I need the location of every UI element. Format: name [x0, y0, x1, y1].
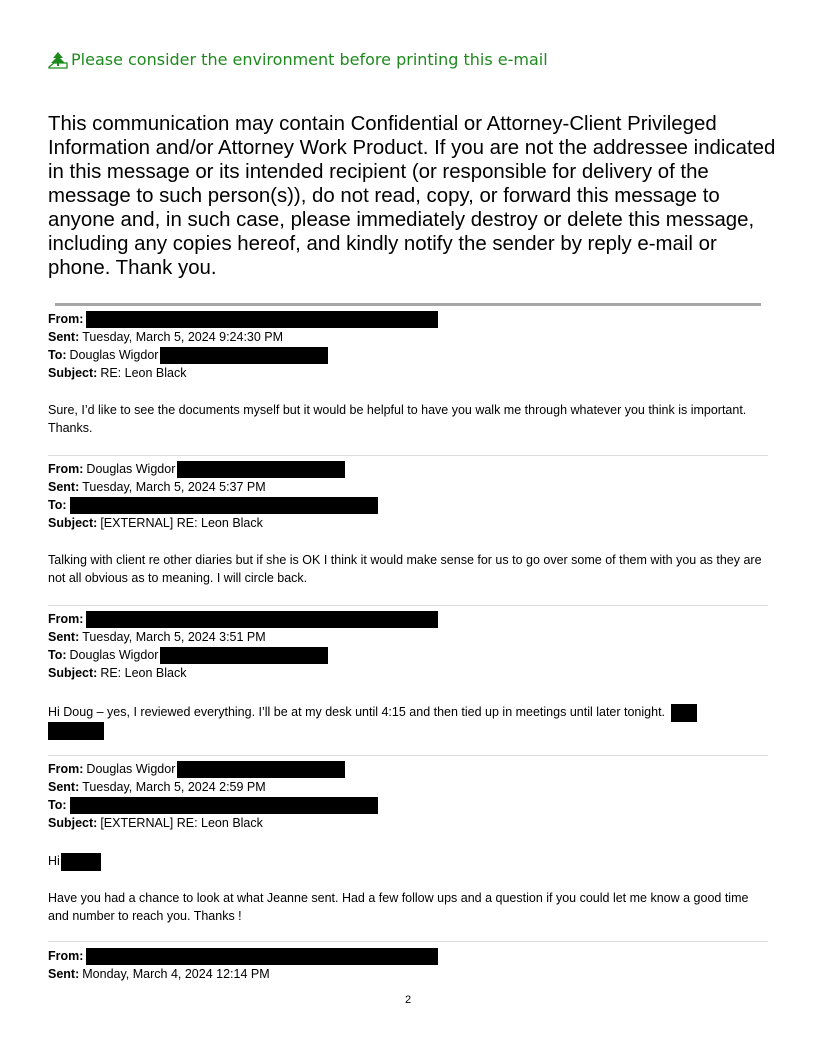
sent-value: Tuesday, March 5, 2024 9:24:30 PM	[82, 330, 284, 344]
email-divider	[48, 605, 768, 606]
redaction-block	[70, 797, 378, 814]
sent-value: Tuesday, March 5, 2024 5:37 PM	[82, 480, 266, 494]
sent-label: Sent:	[48, 967, 80, 981]
subject-value: RE: Leon Black	[100, 666, 187, 680]
sent-value: Tuesday, March 5, 2024 2:59 PM	[82, 780, 266, 794]
to-label: To:	[48, 348, 67, 362]
subject-label: Subject:	[48, 816, 98, 830]
redaction-block	[86, 948, 438, 965]
subject-value: [EXTERNAL] RE: Leon Black	[100, 516, 263, 530]
header-divider	[55, 303, 761, 306]
to-value: Douglas Wigdor	[69, 648, 159, 662]
redaction-block	[177, 761, 345, 778]
sent-label: Sent:	[48, 630, 80, 644]
email-body: Sure, I’d like to see the documents myself but it would be helpful to have you walk me through whatever you think is important. Thanks.	[48, 403, 747, 435]
subject-label: Subject:	[48, 516, 98, 530]
email-header	[48, 460, 378, 532]
redaction-block	[70, 497, 378, 514]
redaction-block	[86, 611, 438, 628]
environment-notice	[48, 50, 548, 69]
email-body-text: Hi Doug – yes, I reviewed everything. I’ll be at my desk until 4:15 and then tied up in meetings until later tonight.	[48, 705, 666, 719]
subject-value: RE: Leon Black	[100, 366, 187, 380]
environment-notice-text: Please consider the environment before printing this e-mail	[71, 50, 548, 69]
to-label: To:	[48, 648, 67, 662]
subject-label: Subject:	[48, 366, 98, 380]
email-divider	[48, 455, 768, 456]
from-value: Douglas Wigdor	[86, 462, 176, 476]
redaction-block	[671, 704, 697, 722]
email-header	[48, 610, 438, 682]
to-label: To:	[48, 798, 67, 812]
redaction-block	[177, 461, 345, 478]
from-label: From:	[48, 949, 84, 963]
redaction-block	[160, 647, 328, 664]
subject-value: [EXTERNAL] RE: Leon Black	[100, 816, 263, 830]
redaction-block	[61, 853, 101, 871]
redaction-block	[160, 347, 328, 364]
email-header	[48, 760, 378, 832]
sent-label: Sent:	[48, 480, 80, 494]
email-divider	[48, 941, 768, 942]
from-label: From:	[48, 762, 84, 776]
sent-value: Tuesday, March 5, 2024 3:51 PM	[82, 630, 266, 644]
email-body: Talking with client re other diaries but if she is OK I think it would make sense for us to go over some of them with you as they are not all obvious as to meaning. I will circle back.	[48, 553, 762, 585]
page-number: 2	[404, 994, 412, 1006]
email-divider	[48, 755, 768, 756]
from-label: From:	[48, 612, 84, 626]
subject-label: Subject:	[48, 666, 98, 680]
greeting-text: Hi	[48, 854, 60, 868]
email-header	[48, 947, 438, 983]
email-body	[48, 703, 772, 740]
sent-label: Sent:	[48, 780, 80, 794]
tree-icon	[48, 51, 68, 69]
to-value: Douglas Wigdor	[69, 348, 159, 362]
to-label: To:	[48, 498, 67, 512]
email-greeting	[48, 852, 772, 871]
from-label: From:	[48, 312, 84, 326]
sent-label: Sent:	[48, 330, 80, 344]
email-header	[48, 310, 438, 382]
confidentiality-notice: This communication may contain Confidential or Attorney-Client Privileged Information and/or Attorney Work Product. If you are not the addressee indicated in this message or its intended recipient (or responsible for delivery of the message to such person(s)), do not read, copy, or forward this message to anyone and, in such case, please immediately destroy or delete this message, including any copies hereof, and kindly notify the sender by reply e-mail or phone. Thank you.	[48, 113, 776, 279]
sent-value: Monday, March 4, 2024 12:14 PM	[82, 967, 270, 981]
redaction-block	[48, 722, 104, 740]
from-label: From:	[48, 462, 84, 476]
from-value: Douglas Wigdor	[86, 762, 176, 776]
redaction-block	[86, 311, 438, 328]
email-body: Have you had a chance to look at what Jeanne sent. Had a few follow ups and a question if you could let me know a good time and number to reach you. Thanks !	[48, 891, 749, 923]
